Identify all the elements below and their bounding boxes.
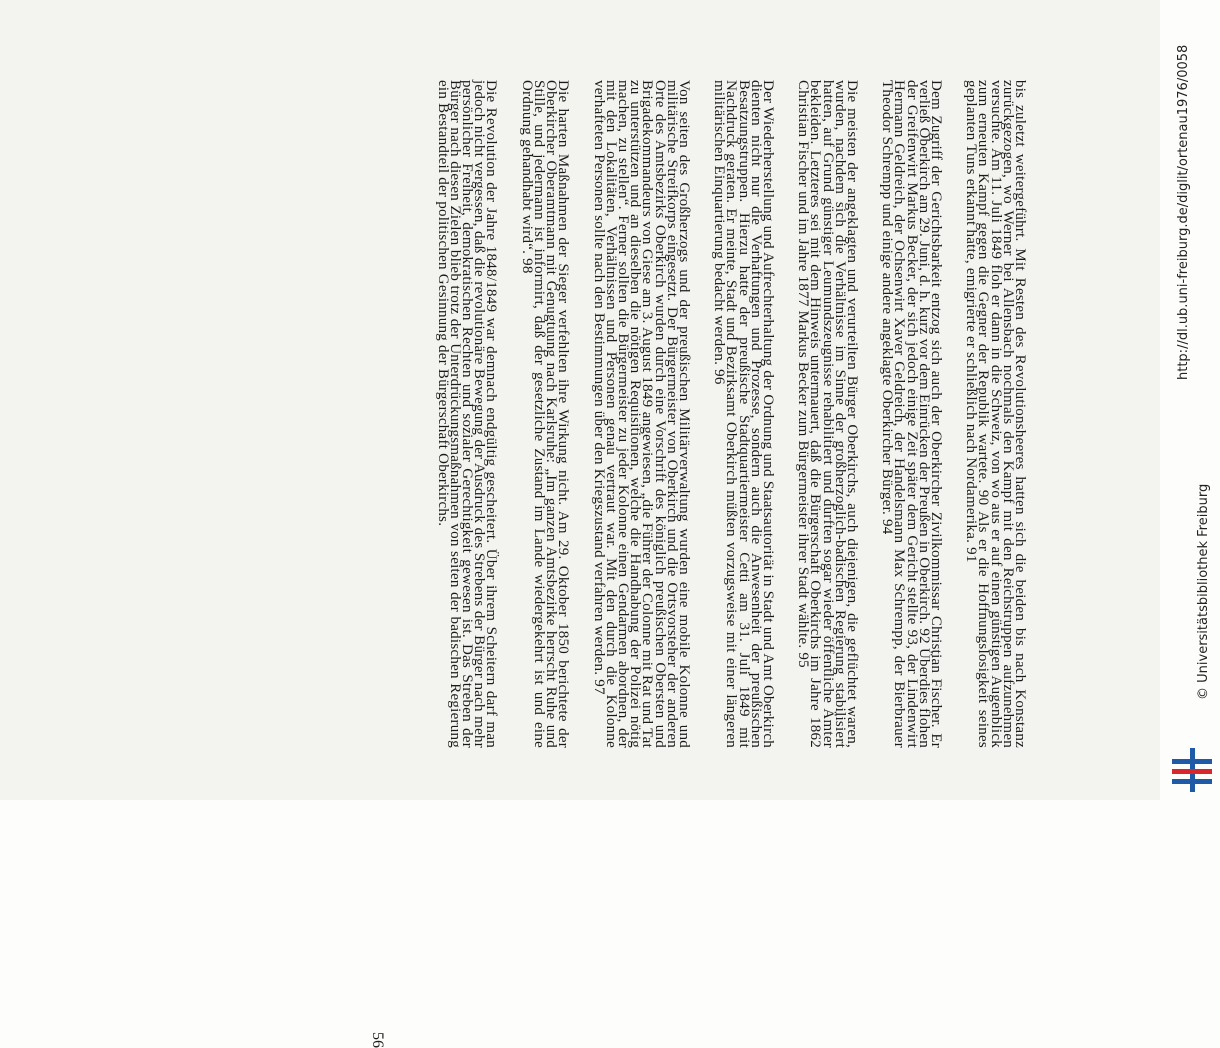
paragraph-4: Der Wiederherstellung und Aufrechterhaltung der Ordnung und Staatsautorität in Stadt und Amt Oberkirch dienten nicht nur die Verhaftungen und Prozesse, sondern auch die Anwesenheit der preußischen Besatzungstruppen. Hierzu hatte der preußische Stadtquartiermeister Cetti am 31. Juli 1849 mit Nachdruck geraten. Er meinte, Stadt und Bezirksamt Oberkirch müßten vorzugsweise mit einer längeren militärischen Einquartierung bedacht werden. 96 <box>711 80 776 748</box>
ub-freiburg-logo-icon <box>1170 748 1214 792</box>
paragraph-6: Die harten Maßnahmen der Sieger verfehlten ihre Wirkung nicht. Am 29. Oktober 1850 berichtete der Oberkircher Oberamtmann mit Genugtuung nach Karlsruhe: „Im ganzen Amtsbezirke herrscht Ruhe und Stille, und jedermann ist informirt, daß der gesetzliche Zustand im Lande wiedergekehrt ist und eine Ordnung gehandhabt wird“. 98 <box>518 80 572 748</box>
paragraph-7: Die Revolution der Jahre 1848/1849 war demnach endgültig gescheitert. Über ihrem Scheitern darf man jedoch nicht vergessen, daß die revolutionäre Bewegung der Ausdruck des Strebens der Bürger nach mehr persönlicher Freiheit, demokratischen Rechten und sozialer Gerechtigkeit gewesen ist. Das Streben der Bürger nach diesen Zielen blieb trotz der Unterdrückungsmaßnahmen von seiten der badischen Regierung ein Bestandteil der politischen Gesinnung der Bürgerschaft Oberkirchs. <box>434 80 500 748</box>
text-column <box>413 80 1026 748</box>
paragraph-5: Von seiten des Großherzogs und der preußischen Militärverwaltung wurden eine mobile Kolonne und militärische Streifkorps eingesetzt. Der Bürgermeister von Oberkirch und die Ortsvorsteher der anderen Orte des Amtsbezirks Oberkirch wurden durch eine Vorschrift des königlich preußischen Obersten und Brigadekommandeurs von Giese am 3. August 1849 angewiesen, „die Führer der Colonne mit Rat und Tat zu unterstützen und an dieselben die nötigen Requisitionen, welche die Handhabung der Polizei nötig machen, zu stellen“. Ferner sollten die Bürgermeister zu jeder Kolonne einen Gendarmen abordnen, der mit den Lokalitäten, Verhältnissen und Personen genau vertraut war. Mit den durch die Kolonne verhafteten Personen sollte nach den Bestimmungen über den Kriegszustand verfahren werden. 97 <box>590 80 692 748</box>
paragraph-1: bis zuletzt weitergeführt. Mit Resten des Revolutionsheeres hatten sich die beiden bis nach Konstanz zurückgezogen, wo Werner bei Allensbach nochmals den Kampf mit den Reichstruppen aufzunehmen versuchte. Am 11. Juli 1849 floh er dann in die Schweiz, von wo aus er auf einen günstigen Augenblick zum erneuten Kampf gegen die Gegner der Republik wartete. 90 Als er die Hoffnungslosigkeit seines geplanten Tuns erkannt hatte, emigrierte er schließlich nach Nordamerika. 91 <box>963 80 1028 748</box>
page-content-rotated <box>62 0 1062 1048</box>
copyright-notice: © Universitätsbibliothek Freiburg <box>1196 483 1211 700</box>
page-number: 56 <box>369 1032 386 1048</box>
source-url[interactable]: http://dl.ub.uni-freiburg.de/diglit/ortenau1976/0058 <box>1176 44 1191 380</box>
paragraph-2: Dem Zugriff der Gerichtsbarkeit entzog sich auch der Oberkircher Zivilkommissar Christian Fischer. Er verließ Oberkirch am 29. Juni, d. h. kurz vor dem Einrücken der Preußen in Oberkirch. 92 Überdies flohen der Greifenwirt Markus Becker, der sich jedoch einige Zeit später dem Gericht stellte 93, der Lindenwirt Hermann Geldreich, der Ochsenwirt Xaver Geldreich, der Handelsmann Max Schrempp, der Bierbrauer Theodor Schrempp und einige andere angeklagte Oberkircher Bürger. 94 <box>879 80 944 748</box>
paragraph-3: Die meisten der angeklagten und verurteilten Bürger Oberkirchs, auch diejenigen, die geflüchtet waren, wurden, nachdem sich die Verhältnisse im Sinne der großherzoglich-badischen Regierung stabilisiert hatten, auf Grund günstiger Leumundszeugnisse rehabilitiert und durften sogar wieder öffentliche Ämter bekleiden. Letzteres sei mit dem Hinweis untermauert, daß die Bürgerschaft Oberkirchs im Jahre 1862 Christian Fischer und im Jahre 1877 Markus Becker zum Bürgermeister ihrer Stadt wählte. 95 <box>795 80 860 748</box>
